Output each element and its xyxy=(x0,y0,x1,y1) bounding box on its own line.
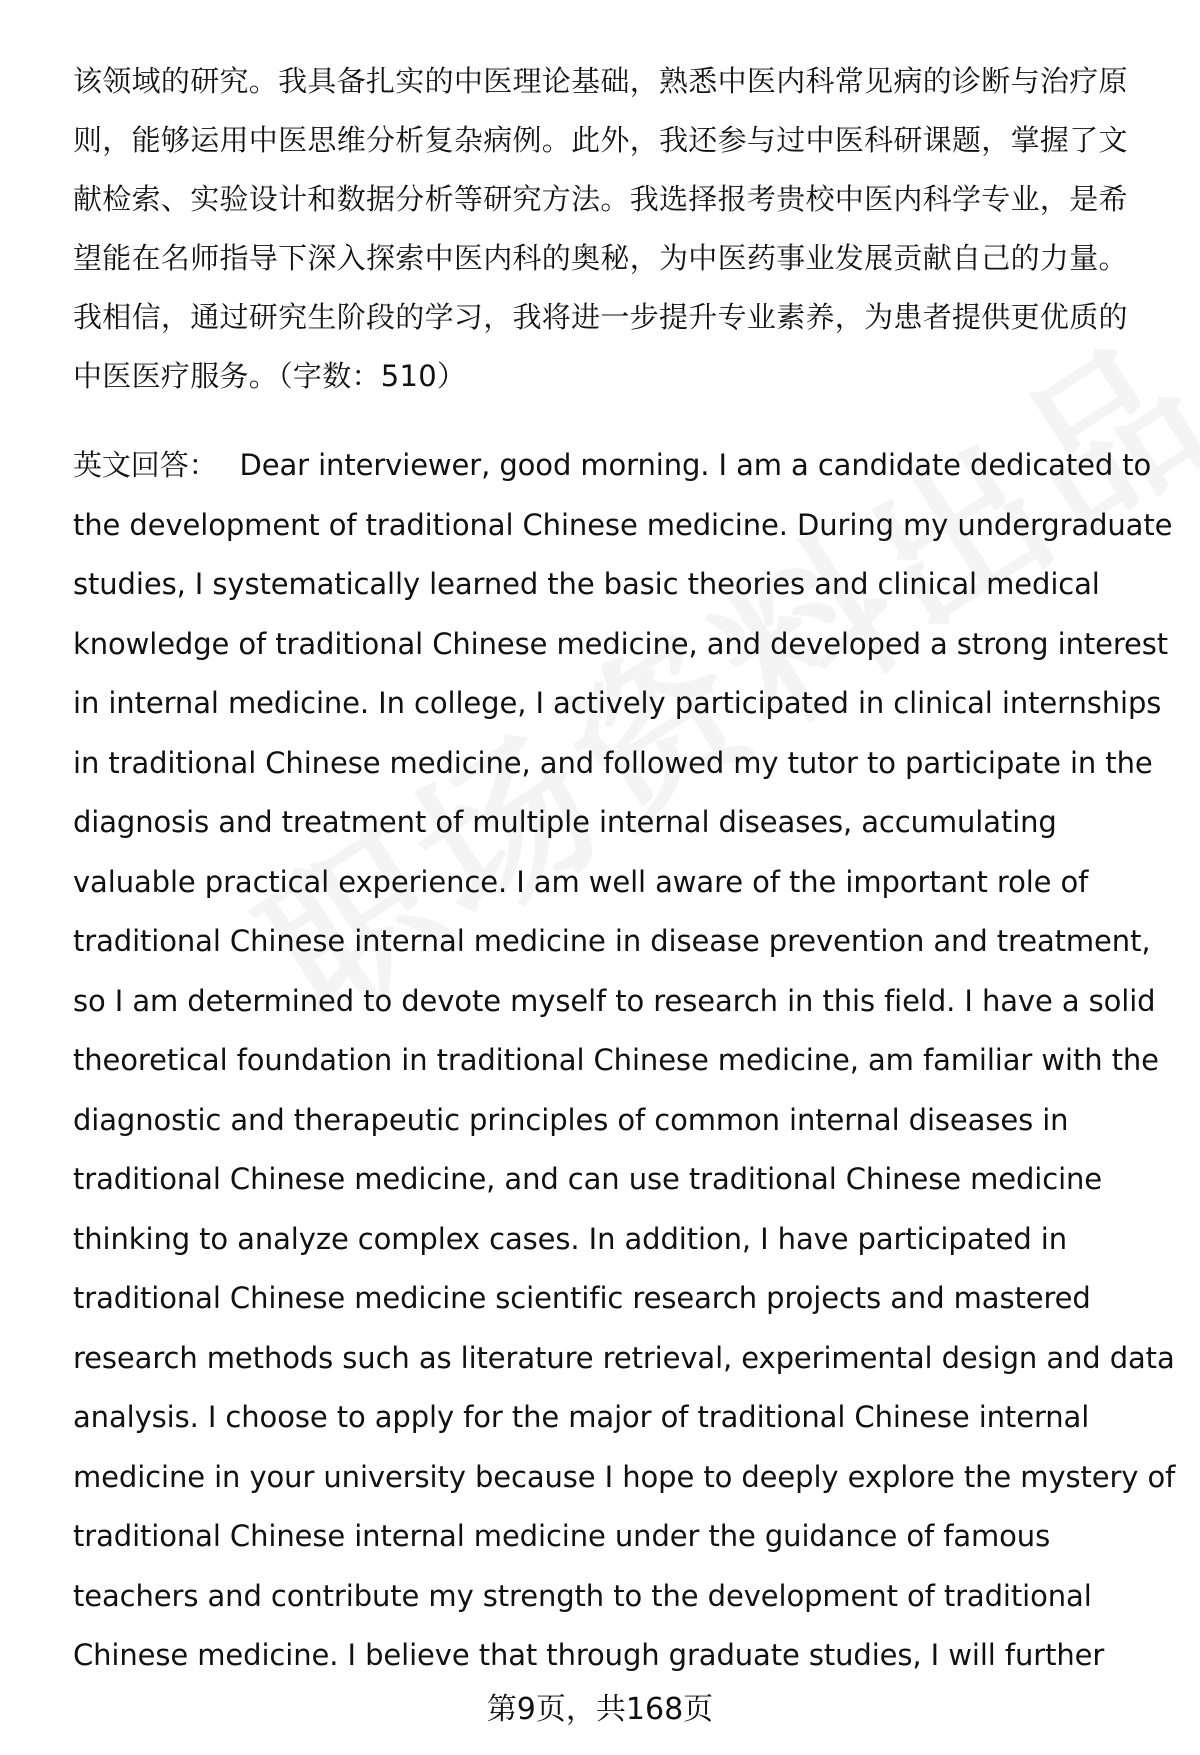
text-line: research methods such as literature retrieval, experimental design and data xyxy=(73,1340,1175,1375)
text-line: 我相信，通过研究生阶段的学习，我将进一步提升专业素养，为患者提供更优质的 xyxy=(73,300,1128,334)
text-line: diagnosis and treatment of multiple internal diseases, accumulating xyxy=(73,805,1057,839)
text-line: 中医医疗服务。（字数：510） xyxy=(73,359,467,393)
text-line: knowledge of traditional Chinese medicine, and developed a strong interest xyxy=(73,626,1169,661)
text-line: diagnostic and therapeutic principles of common internal diseases in xyxy=(73,1102,1069,1137)
text-line: studies, I systematically learned the basic theories and clinical medical xyxy=(73,567,1100,601)
text-line-first xyxy=(73,436,1163,496)
chinese-paragraph xyxy=(73,52,1153,406)
text-line: 献检索、实验设计和数据分析等研究方法。我选择报考贵校中医内科学专业，是希 xyxy=(73,182,1128,216)
text-line: theoretical foundation in traditional Chinese medicine, am familiar with the xyxy=(73,1043,1159,1077)
text-line: traditional Chinese medicine, and can use traditional Chinese medicine xyxy=(73,1162,1103,1196)
text-line: valuable practical experience. I am well aware of the important role of xyxy=(73,864,1089,899)
text-line: analysis. I choose to apply for the major of traditional Chinese internal xyxy=(73,1400,1090,1434)
text-line: teachers and contribute my strength to the development of traditional xyxy=(73,1578,1092,1613)
text-line: in traditional Chinese medicine, and followed my tutor to participate in the xyxy=(73,745,1153,780)
text-line: thinking to analyze complex cases. In addition, I have participated in xyxy=(73,1221,1068,1256)
text-line: 则，能够运用中医思维分析复杂病例。此外，我还参与过中医科研课题，掌握了文 xyxy=(73,123,1128,157)
text-line: in internal medicine. In college, I actively participated in clinical internships xyxy=(73,686,1162,720)
text-line: traditional Chinese internal medicine in disease prevention and treatment, xyxy=(73,924,1151,958)
text-line: the development of traditional Chinese medicine. During my undergraduate xyxy=(73,507,1173,542)
answer-first-line: Dear interviewer, good morning. I am a candidate dedicated to xyxy=(239,448,1152,482)
text-line: traditional Chinese medicine scientific research projects and mastered xyxy=(73,1281,1091,1315)
text-line: Chinese medicine. I believe that through graduate studies, I will further xyxy=(73,1638,1105,1672)
text-line: 该领域的研究。我具备扎实的中医理论基础，熟悉中医内科常见病的诊断与治疗原 xyxy=(73,64,1128,98)
text-line: so I am determined to devote myself to research in this field. I have a solid xyxy=(73,983,1156,1018)
text-line: 望能在名师指导下深入探索中医内科的奥秘，为中医药事业发展贡献自己的力量。 xyxy=(73,241,1128,275)
text-line: medicine in your university because I hope to deeply explore the mystery of xyxy=(73,1459,1176,1494)
english-answer xyxy=(73,436,1176,1686)
text-line: traditional Chinese internal medicine under the guidance of famous xyxy=(73,1519,1051,1553)
answer-label: 英文回答： xyxy=(73,448,218,482)
page-number: 第9页，共168页 xyxy=(486,1692,714,1727)
